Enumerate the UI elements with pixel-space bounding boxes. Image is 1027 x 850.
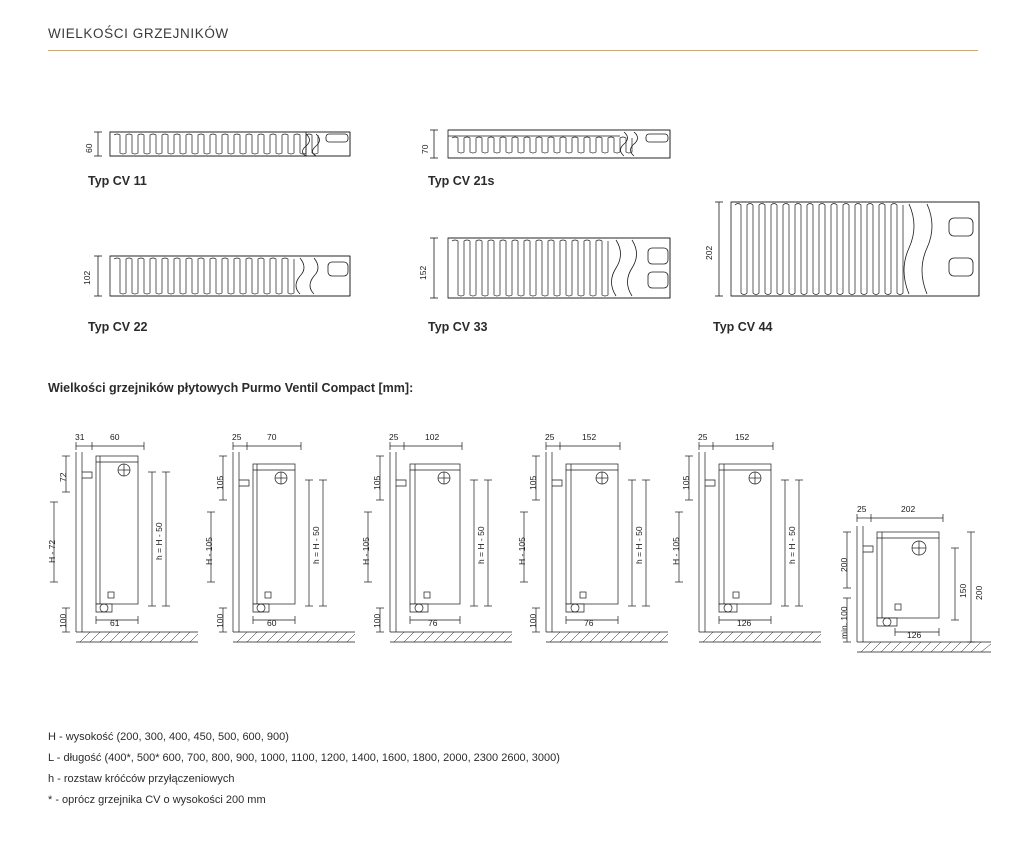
cv33-dim-h: h = H - 50 — [634, 526, 644, 564]
note-spacing: h - rozstaw króćców przyłączeniowych — [48, 773, 235, 785]
cv11-dim-mid: H - 72 — [47, 539, 57, 563]
install-cv22-drawing — [362, 432, 522, 672]
cv11-dim-31: 31 — [75, 432, 85, 442]
cv33-depth-label: 152 — [418, 265, 428, 280]
cv33-dim-25: 25 — [545, 432, 555, 442]
cv44d-dim-200-right: 200 — [974, 585, 984, 600]
cv33-section-drawing — [420, 234, 680, 306]
figure-cv11-section — [80, 126, 360, 166]
cv44d-dim-25: 25 — [857, 504, 867, 514]
page-title: WIELKOŚCI GRZEJNIKÓW — [48, 26, 229, 41]
cv21s-depth-label: 70 — [420, 144, 430, 154]
cv21s-dim-top: 105 — [215, 475, 225, 490]
cv21s-section-drawing — [420, 126, 680, 166]
page-header — [48, 26, 978, 51]
cv33-dim-bottom: 100 — [528, 613, 538, 628]
figure-cv44-section — [705, 196, 985, 308]
cv33-dim-152: 152 — [582, 432, 597, 442]
note-length: L - długość (400*, 500* 600, 700, 800, 900, 1000, 1100, 1200, 1400, 1600, 1800, 2000, 2300 2600, 3000) — [48, 752, 560, 764]
caption-cv44: Typ CV 44 — [713, 320, 773, 334]
cv21s-dim-70: 70 — [267, 432, 277, 442]
caption-cv21s: Typ CV 21s — [428, 174, 495, 188]
figure-install-cv22 — [362, 432, 522, 672]
cv44-depth-label: 202 — [704, 245, 714, 260]
cv21s-dim-60: 60 — [267, 618, 277, 628]
cv11-dim-60: 60 — [110, 432, 120, 442]
cv44d-dim-202: 202 — [901, 504, 916, 514]
cv22-dim-76: 76 — [428, 618, 438, 628]
cv44-section-drawing — [705, 196, 985, 308]
cv21s-dim-mid: H - 105 — [204, 537, 214, 565]
cv21s-dim-h: h = H - 50 — [311, 526, 321, 564]
figure-install-cv44-detail — [835, 498, 995, 678]
cv44d-dim-min100: min. 100 — [839, 606, 849, 639]
cv22-dim-top: 105 — [372, 475, 382, 490]
install-cv11-drawing — [48, 432, 208, 672]
cv22-depth-label: 102 — [82, 270, 92, 285]
cv11-dim-top: 72 — [58, 472, 68, 482]
install-cv44-drawing — [675, 432, 825, 672]
cv22-dim-25: 25 — [389, 432, 399, 442]
cv11-depth-label: 60 — [84, 143, 94, 153]
cv44s-dim-mid: H - 105 — [671, 537, 681, 565]
cv11-dim-h: h = H - 50 — [154, 522, 164, 560]
cv22-dim-bottom: 100 — [372, 613, 382, 628]
cv44d-dim-200-left: 200 — [839, 557, 849, 572]
note-exception: * - oprócz grzejnika CV o wysokości 200 mm — [48, 794, 266, 806]
subsection-title: Wielkości grzejników płytowych Purmo Ventil Compact [mm]: — [48, 381, 414, 395]
figure-install-cv44 — [671, 432, 825, 672]
cv21s-dim-bottom: 100 — [215, 613, 225, 628]
cv44d-dim-126: 126 — [907, 630, 922, 640]
figure-cv22-section — [80, 252, 360, 302]
cv11-section-drawing — [80, 126, 360, 166]
cv22-dim-h: h = H - 50 — [476, 526, 486, 564]
figure-install-cv33 — [518, 432, 678, 672]
cv11-dim-bottom: 100 — [58, 613, 68, 628]
cv11-dim-61: 61 — [110, 618, 120, 628]
figure-install-cv21s — [205, 432, 365, 672]
footnotes — [48, 727, 948, 811]
header-divider — [48, 50, 978, 51]
caption-cv33: Typ CV 33 — [428, 320, 488, 334]
cv44s-dim-126: 126 — [737, 618, 752, 628]
install-cv21s-drawing — [205, 432, 365, 672]
install-cv33-drawing — [518, 432, 678, 672]
cv44s-dim-25: 25 — [698, 432, 708, 442]
cv44s-dim-152: 152 — [735, 432, 750, 442]
cv21s-dim-25: 25 — [232, 432, 242, 442]
cv33-dim-mid: H - 105 — [517, 537, 527, 565]
cv33-dim-top: 105 — [528, 475, 538, 490]
cv22-dim-102: 102 — [425, 432, 440, 442]
cv44s-dim-top: 105 — [681, 475, 691, 490]
figure-cv33-section — [420, 234, 680, 306]
caption-cv22: Typ CV 22 — [88, 320, 148, 334]
cv33-dim-76: 76 — [584, 618, 594, 628]
caption-cv11: Typ CV 11 — [88, 174, 147, 188]
cv22-dim-mid: H - 105 — [361, 537, 371, 565]
figure-install-cv11 — [48, 432, 208, 672]
cv22-section-drawing — [80, 252, 360, 302]
cv44s-dim-h: h = H - 50 — [787, 526, 797, 564]
install-cv44-detail-drawing — [835, 498, 995, 678]
cv44d-dim-150: 150 — [958, 583, 968, 598]
figure-cv21s-section — [420, 126, 680, 166]
note-height: H - wysokość (200, 300, 400, 450, 500, 600, 900) — [48, 731, 289, 743]
